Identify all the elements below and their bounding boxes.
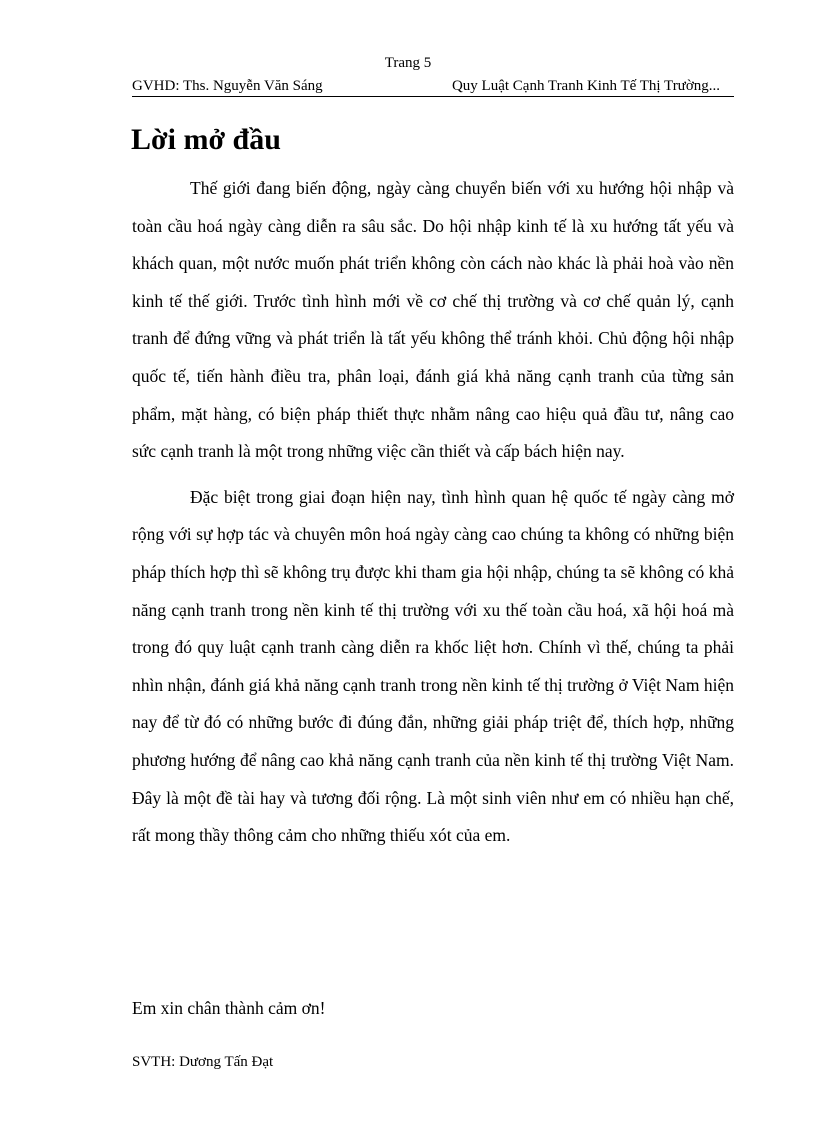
header-topic: Quy Luật Cạnh Tranh Kinh Tế Thị Trường... bbox=[451, 78, 720, 94]
running-header bbox=[132, 77, 734, 97]
page-title: Lời mở đầu bbox=[131, 123, 281, 156]
paragraph: Thế giới đang biến động, ngày càng chuyển biến với xu hướng hội nhập và toàn cầu hoá ngày càng diễn ra sâu sắc. Do hội nhập kinh tế là xu hướng tất yếu và khách quan, một nước muốn phát triển không còn cách nào khác là phải hoà vào nền kinh tế thế giới. Trước tình hình mới về cơ chế thị trường và cơ chế quản lý, cạnh tranh để đứng vững và phát triển là tất yếu không thể tránh khỏi. Chủ động hội nhập quốc tế, tiến hành điều tra, phân loại, đánh giá khả năng cạnh tranh của từng sản phẩm, mặt hàng, có biện pháp thiết thực nhằm nâng cao hiệu quả đầu tư, nâng cao sức cạnh tranh là một trong những việc cần thiết và cấp bách hiện nay. bbox=[132, 178, 734, 462]
signature: SVTH: Dương Tấn Đạt bbox=[132, 1054, 274, 1070]
body-text bbox=[132, 170, 734, 863]
closing-line: Em xin chân thành cảm ơn! bbox=[132, 998, 326, 1018]
header-instructor: GVHD: Ths. Nguyễn Văn Sáng bbox=[132, 78, 323, 94]
paragraph: Đặc biệt trong giai đoạn hiện nay, tình hình quan hệ quốc tế ngày càng mở rộng với sự hợp tác và chuyên môn hoá ngày càng cao chúng ta không có những biện pháp thích hợp thì sẽ không trụ được khi tham gia hội nhập, chúng ta sẽ không có khả năng cạnh tranh trong nền kinh tế thị trường với xu thế toàn cầu hoá, xã hội hoá mà trong đó quy luật cạnh tranh càng diễn ra khốc liệt hơn. Chính vì thế, chúng ta phải nhìn nhận, đánh giá khả năng cạnh tranh trong nền kinh tế thị trường ở Việt Nam hiện nay để từ đó có những bước đi đúng đắn, những giải pháp triệt để, thích hợp, những phương hướng để nâng cao khả năng cạnh tranh của nền kinh tế thị trường Việt Nam. Đây là một đề tài hay và tương đối rộng. Là một sinh viên như em có nhiều hạn chế, rất mong thầy thông cảm cho những thiếu xót của em. bbox=[132, 486, 734, 846]
page-number: Trang 5 bbox=[384, 55, 432, 71]
